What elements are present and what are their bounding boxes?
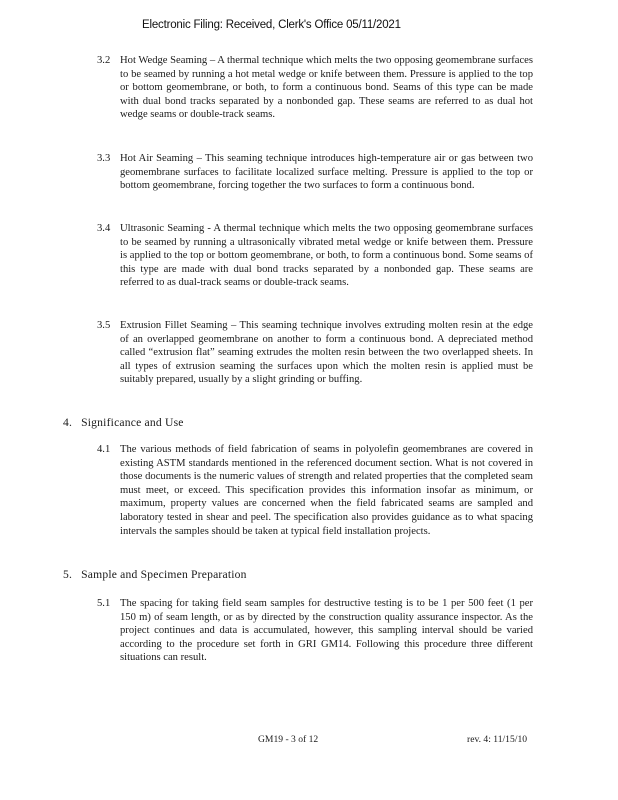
section-number: 4.1 [97, 444, 111, 455]
section-number: 3.2 [97, 55, 111, 66]
section-text: Extrusion Fillet Seaming – This seaming technique involves extruding molten resin at the edge of an overlapped geomembrane on another to form a continuous bond. A depreciated method called “extrusion flat” seaming extrudes the molten resin between the two overlapped sheets. In all types of extrusion seaming the surfaces upon which the molten resin is applied must be suitably prepared, usually by a slight grinding or buffing. [120, 320, 533, 386]
heading-number: 5. [63, 568, 73, 581]
section-text: Hot Wedge Seaming – A thermal technique which melts the two opposing geomembrane surfaces to be seamed by running a hot metal wedge or knife between them. Pressure is applied to the top or bottom geomembrane, or both, to form a continuous bond. Seams of this type can be made with dual bond tracks separated by a nonbonded gap. These seams are referred to as dual hot wedge seams or double-track seams. [120, 55, 533, 121]
heading-number: 4. [63, 416, 73, 429]
section-text: Ultrasonic Seaming - A thermal technique which melts the two opposing geomembrane surfaces to be seamed by running a ultrasonically vibrated metal wedge or knife between them. Pressure is applied to the top or bottom geomembrane, or both, to form a continuous bond. Some seams of this type are made with dual bond tracks separated by a nonbonded gap. These seams are referred to as dual-track seams or double-track seams. [120, 223, 533, 289]
section-3-3 [97, 152, 533, 193]
footer-page-number: GM19 - 3 of 12 [258, 734, 319, 745]
section-text: The various methods of field fabrication of seams in polyolefin geomembranes are covered in existing ASTM standards mentioned in the referenced document section. What is not covered in those documents is the numeric values of strength and related properties that the completed seam must meet, or exceed. This specification provides this information insofar as minimum, or maximum, property values are concerned when the field fabricated seams are sampled and laboratory tested in shear and peel. The specification also provides guidance as to what spacing intervals the samples should be taken at typical field installation projects. [120, 444, 533, 537]
section-4-1 [97, 443, 533, 538]
section-text: The spacing for taking field seam samples for destructive testing is to be 1 per 500 feet (1 per 150 m) of seam length, or as by directed by the construction quality assurance inspector. As the project continues and data is accumulated, however, this sampling interval should be varied according to the procedure set forth in GRI GM14. Following this procedure three different situations can result. [120, 598, 533, 664]
section-3-2 [97, 54, 533, 122]
section-text: Hot Air Seaming – This seaming technique introduces high-temperature air or gas between two geomembrane surfaces to facilitate localized surface melting. Pressure is applied to the top or bottom geomembrane, forcing together the two surfaces to form a continuous bond. [120, 153, 533, 192]
section-number: 5.1 [97, 598, 111, 609]
section-number: 3.3 [97, 153, 111, 164]
section-number: 3.5 [97, 320, 111, 331]
section-5-1 [97, 597, 533, 665]
heading-title: Sample and Specimen Preparation [81, 568, 247, 581]
heading-title: Significance and Use [81, 416, 184, 429]
section-number: 3.4 [97, 223, 111, 234]
section-3-4 [97, 222, 533, 290]
section-3-5 [97, 319, 533, 387]
filing-stamp: Electronic Filing: Received, Clerk's Office 05/11/2021 [142, 19, 401, 31]
heading-sample-and-specimen-preparation [63, 568, 247, 581]
heading-significance-and-use [63, 416, 184, 429]
footer-revision: rev. 4: 11/15/10 [467, 734, 528, 745]
